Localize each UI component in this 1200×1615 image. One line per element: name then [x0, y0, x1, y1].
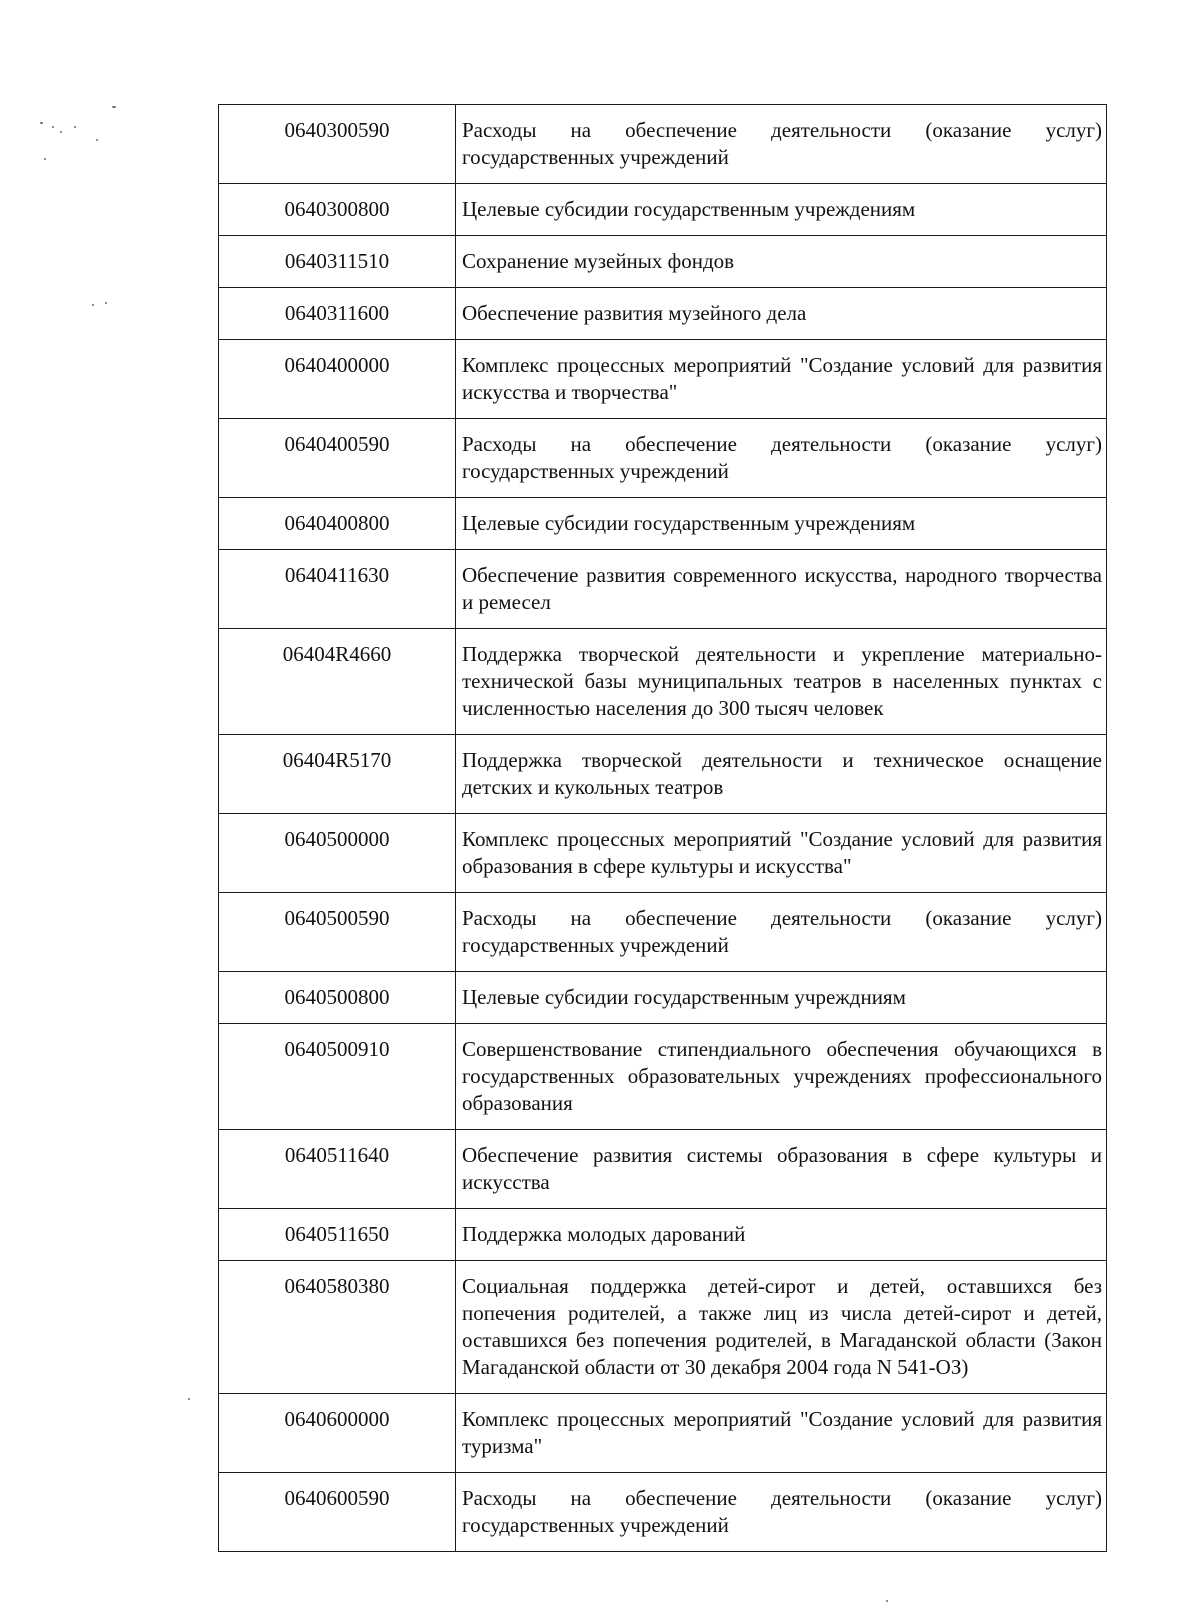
table-row — [219, 340, 1107, 419]
code-cell: 0640411630 — [219, 550, 456, 629]
name-cell: Целевые субсидии государственным учреждениям — [456, 184, 1107, 236]
code-cell: 0640400000 — [219, 340, 456, 419]
scan-speck — [44, 158, 46, 160]
code-cell: 0640600590 — [219, 1473, 456, 1552]
table-row — [219, 1473, 1107, 1552]
code-cell: 06404R4660 — [219, 629, 456, 735]
name-cell: Поддержка творческой деятельности и укрепление материально-технической базы муниципальных театров в населенных пунктах с численностью населения до 300 тысяч человек — [456, 629, 1107, 735]
code-cell: 0640511650 — [219, 1209, 456, 1261]
scan-speck — [74, 126, 76, 128]
table-row — [219, 236, 1107, 288]
table-row — [219, 550, 1107, 629]
name-cell: Расходы на обеспечение деятельности (оказание услуг) государственных учреждений — [456, 105, 1107, 184]
scan-speck — [92, 304, 94, 306]
code-cell: 0640500590 — [219, 893, 456, 972]
table-row — [219, 1130, 1107, 1209]
name-cell: Целевые субсидии государственным учреждниям — [456, 972, 1107, 1024]
code-cell: 0640300590 — [219, 105, 456, 184]
code-cell: 0640600000 — [219, 1394, 456, 1473]
code-cell: 0640300800 — [219, 184, 456, 236]
target-codes-table — [218, 104, 1107, 1552]
code-cell: 0640400800 — [219, 498, 456, 550]
name-cell: Сохранение музейных фондов — [456, 236, 1107, 288]
table-row — [219, 184, 1107, 236]
code-cell: 0640500000 — [219, 814, 456, 893]
name-cell: Совершенствование стипендиального обеспечения обучающихся в государственных образовательных учреждениях профессионального образования — [456, 1024, 1107, 1130]
name-cell: Целевые субсидии государственным учреждениям — [456, 498, 1107, 550]
scan-speck — [52, 126, 54, 128]
scan-speck — [40, 122, 43, 124]
table-body — [219, 105, 1107, 1552]
name-cell: Поддержка молодых дарований — [456, 1209, 1107, 1261]
table-row — [219, 893, 1107, 972]
name-cell: Поддержка творческой деятельности и техническое оснащение детских и кукольных театров — [456, 735, 1107, 814]
scan-speck — [188, 1398, 190, 1400]
code-cell: 0640400590 — [219, 419, 456, 498]
table-row — [219, 105, 1107, 184]
table-row — [219, 419, 1107, 498]
table-row — [219, 1394, 1107, 1473]
code-cell: 0640311510 — [219, 236, 456, 288]
table-row — [219, 814, 1107, 893]
name-cell: Расходы на обеспечение деятельности (оказание услуг) государственных учреждений — [456, 893, 1107, 972]
table-row — [219, 1209, 1107, 1261]
name-cell: Обеспечение развития современного искусства, народного творчества и ремесел — [456, 550, 1107, 629]
scan-speck — [96, 139, 98, 141]
code-cell: 0640500800 — [219, 972, 456, 1024]
name-cell: Комплекс процессных мероприятий "Создание условий для развития образования в сфере культуры и искусства" — [456, 814, 1107, 893]
table-row — [219, 735, 1107, 814]
code-cell: 0640511640 — [219, 1130, 456, 1209]
name-cell: Расходы на обеспечение деятельности (оказание услуг) государственных учреждений — [456, 419, 1107, 498]
table-row — [219, 288, 1107, 340]
code-cell: 0640311600 — [219, 288, 456, 340]
table-row — [219, 972, 1107, 1024]
scan-speck — [105, 302, 107, 304]
name-cell: Обеспечение развития системы образования в сфере культуры и искусства — [456, 1130, 1107, 1209]
code-cell: 0640580380 — [219, 1261, 456, 1394]
scan-speck — [112, 106, 116, 108]
name-cell: Социальная поддержка детей-сирот и детей, оставшихся без попечения родителей, а также лиц из числа детей-сирот и детей, оставшихся без попечения родителей, в Магаданской области (Закон Магаданской области от 30 декабря 2004 года N 541-ОЗ) — [456, 1261, 1107, 1394]
table-row — [219, 1024, 1107, 1130]
code-cell: 06404R5170 — [219, 735, 456, 814]
name-cell: Комплекс процессных мероприятий "Создание условий для развития туризма" — [456, 1394, 1107, 1473]
name-cell: Расходы на обеспечение деятельности (оказание услуг) государственных учреждений — [456, 1473, 1107, 1552]
code-cell: 0640500910 — [219, 1024, 456, 1130]
scan-speck — [60, 131, 62, 133]
name-cell: Обеспечение развития музейного дела — [456, 288, 1107, 340]
scan-speck — [886, 1600, 888, 1602]
name-cell: Комплекс процессных мероприятий "Создание условий для развития искусства и творчества" — [456, 340, 1107, 419]
table-row — [219, 1261, 1107, 1394]
table-row — [219, 629, 1107, 735]
table-row — [219, 498, 1107, 550]
